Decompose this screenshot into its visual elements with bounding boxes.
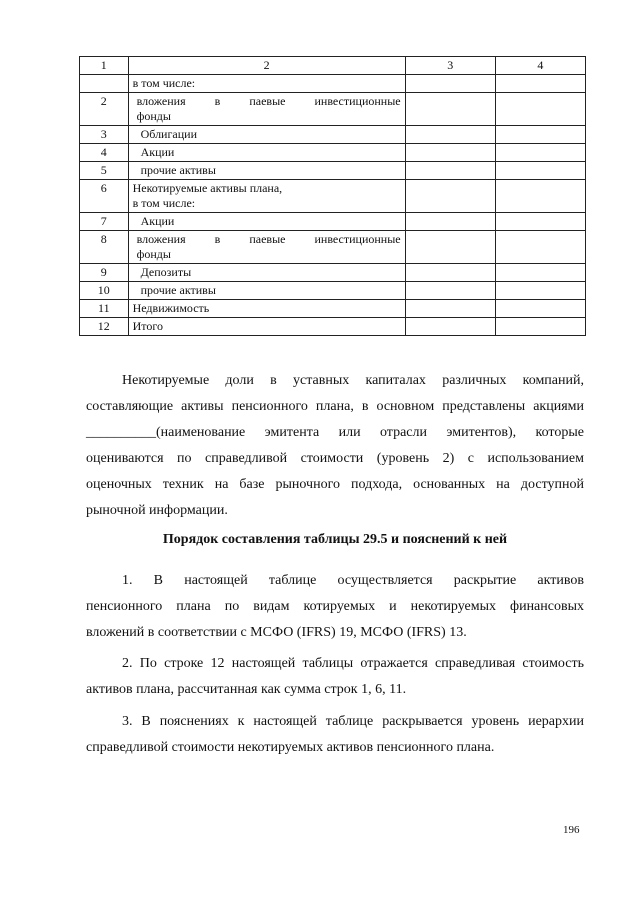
row-description-cell xyxy=(128,75,405,93)
row-value-cell xyxy=(405,144,495,162)
table-row xyxy=(80,162,586,180)
row-number-cell: 11 xyxy=(80,300,129,318)
row-number-cell xyxy=(80,75,129,93)
row-description-cell xyxy=(128,213,405,231)
paragraph-item-2 xyxy=(86,651,584,703)
table-row xyxy=(80,282,586,300)
section-heading: Порядок составления таблицы 29.5 и пояснений к ней xyxy=(162,532,508,547)
row-description-text: Некотируемые активы плана, xyxy=(132,181,283,195)
paragraph-line: пенсионного плана по видам котируемых и некотируемых финансовых xyxy=(86,599,584,614)
row-description-cell xyxy=(128,126,405,144)
row-description-text: Облигации xyxy=(140,127,197,141)
row-number-cell: 7 xyxy=(80,213,129,231)
table-row xyxy=(80,180,586,213)
row-description-text: Итого xyxy=(132,319,163,333)
table-row xyxy=(80,126,586,144)
row-value-cell xyxy=(405,264,495,282)
paragraph-line: 3. В пояснениях к настоящей таблице раскрывается уровень иерархии xyxy=(122,714,584,729)
row-description-cell xyxy=(128,144,405,162)
row-number-cell: 6 xyxy=(80,180,129,213)
row-number-cell: 3 xyxy=(80,126,129,144)
row-description-text: в том числе: xyxy=(132,76,196,90)
paragraph-line: справедливой стоимости некотируемых активов пенсионного плана. xyxy=(86,740,495,755)
row-number-cell: 10 xyxy=(80,282,129,300)
row-value-cell xyxy=(405,75,495,93)
row-number-cell: 4 xyxy=(80,144,129,162)
row-description-cell xyxy=(128,180,405,213)
row-description-text: фонды xyxy=(136,247,171,261)
row-description-text: фонды xyxy=(136,109,171,123)
table-row xyxy=(80,144,586,162)
row-value-cell xyxy=(495,75,585,93)
row-value-cell xyxy=(495,231,585,264)
row-value-cell xyxy=(405,300,495,318)
row-value-cell xyxy=(405,282,495,300)
table-row xyxy=(80,75,586,93)
assets-table xyxy=(79,56,586,336)
row-value-cell xyxy=(405,213,495,231)
paragraph-line: оцениваются по справедливой стоимости (уровень 2) с использованием xyxy=(86,451,584,466)
row-value-cell xyxy=(405,162,495,180)
row-description-cell xyxy=(128,231,405,264)
header-col-1: 1 xyxy=(80,57,129,75)
row-description-text: прочие активы xyxy=(140,163,216,177)
row-description-text: в том числе: xyxy=(132,196,196,210)
row-value-cell xyxy=(495,264,585,282)
header-col-2: 2 xyxy=(128,57,405,75)
row-description-text: Акции xyxy=(140,214,175,228)
paragraph-line: рыночной информации. xyxy=(86,503,228,518)
row-value-cell xyxy=(495,318,585,336)
paragraph-line: составляющие активы пенсионного плана, в основном представлены акциями xyxy=(86,399,584,414)
row-value-cell xyxy=(495,180,585,213)
row-description-text: Недвижимость xyxy=(132,301,210,315)
row-description-text: прочие активы xyxy=(140,283,216,297)
table-header-row xyxy=(80,57,586,75)
paragraph-item-3 xyxy=(86,709,584,761)
table-row xyxy=(80,213,586,231)
paragraph-line: Некотируемые доли в уставных капиталах различных компаний, xyxy=(122,373,584,388)
table-row xyxy=(80,93,586,126)
row-value-cell xyxy=(495,93,585,126)
row-number-cell: 9 xyxy=(80,264,129,282)
row-value-cell xyxy=(405,318,495,336)
row-description-cell xyxy=(128,162,405,180)
row-number-cell: 2 xyxy=(80,93,129,126)
table-row xyxy=(80,231,586,264)
table-row xyxy=(80,264,586,282)
row-description-cell xyxy=(128,282,405,300)
row-value-cell xyxy=(405,180,495,213)
paragraph-item-1 xyxy=(86,568,584,646)
page-number: 196 xyxy=(563,824,580,836)
header-col-3: 3 xyxy=(405,57,495,75)
paragraph-line: __________(наименование эмитента или отрасли эмитентов), которые xyxy=(86,425,584,440)
row-value-cell xyxy=(495,213,585,231)
row-description-text: вложения в паевые инвестиционные xyxy=(136,232,401,246)
row-value-cell xyxy=(495,162,585,180)
row-description-cell xyxy=(128,300,405,318)
row-description-text: вложения в паевые инвестиционные xyxy=(136,94,401,108)
row-value-cell xyxy=(405,93,495,126)
row-value-cell xyxy=(495,300,585,318)
paragraph-unquoted-shares xyxy=(86,368,584,524)
paragraph-line: 1. В настоящей таблице осуществляется раскрытие активов xyxy=(122,573,584,588)
row-value-cell xyxy=(495,144,585,162)
row-description-text: Акции xyxy=(140,145,175,159)
table-row xyxy=(80,318,586,336)
row-description-text: Депозиты xyxy=(140,265,192,279)
row-description-cell xyxy=(128,264,405,282)
row-value-cell xyxy=(405,126,495,144)
row-number-cell: 8 xyxy=(80,231,129,264)
paragraph-line: 2. По строке 12 настоящей таблицы отражается справедливая стоимость xyxy=(122,656,584,671)
header-col-4: 4 xyxy=(495,57,585,75)
row-value-cell xyxy=(405,231,495,264)
paragraph-line: оценочных техник на базе рыночного подхода, основанных на доступной xyxy=(86,477,584,492)
row-number-cell: 5 xyxy=(80,162,129,180)
row-value-cell xyxy=(495,282,585,300)
row-description-cell xyxy=(128,318,405,336)
paragraph-line: вложений в соответствии с МСФО (IFRS) 19, МСФО (IFRS) 13. xyxy=(86,625,467,640)
row-number-cell: 12 xyxy=(80,318,129,336)
paragraph-line: активов плана, рассчитанная как сумма строк 1, 6, 11. xyxy=(86,682,407,697)
table-row xyxy=(80,300,586,318)
row-value-cell xyxy=(495,126,585,144)
row-description-cell xyxy=(128,93,405,126)
